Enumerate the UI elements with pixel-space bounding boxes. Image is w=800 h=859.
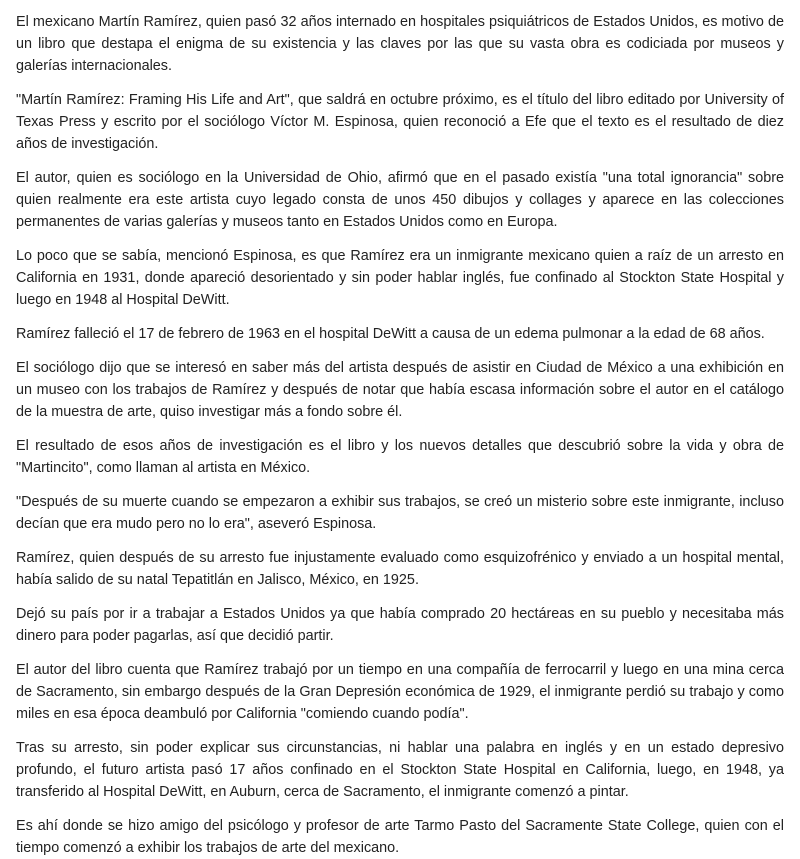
- article-paragraph: Ramírez, quien después de su arresto fue injustamente evaluado como esquizofrénico y enviado a un hospital mental, había salido de su natal Tepatitlán en Jalisco, México, en 1925.: [16, 550, 784, 588]
- article-paragraph: "Martín Ramírez: Framing His Life and Art", que saldrá en octubre próximo, es el título del libro editado por University of Texas Press y escrito por el sociólogo Víctor M. Espinosa, quien reconoció a Efe que el texto es el resultado de diez años de investigación.: [16, 92, 784, 152]
- article-paragraph: Es ahí donde se hizo amigo del psicólogo y profesor de arte Tarmo Pasto del Sacramente State College, quien con el tiempo comenzó a exhibir los trabajos de arte del mexicano.: [16, 818, 784, 856]
- article-paragraph: El mexicano Martín Ramírez, quien pasó 32 años internado en hospitales psiquiátricos de Estados Unidos, es motivo de un libro que destapa el enigma de su existencia y las claves por las que su vasta obra es codiciada por museos y galerías internacionales.: [16, 14, 784, 74]
- article-paragraph: "Después de su muerte cuando se empezaron a exhibir sus trabajos, se creó un misterio sobre este inmigrante, incluso decían que era mudo pero no lo era", aseveró Espinosa.: [16, 494, 784, 532]
- article-paragraph: El sociólogo dijo que se interesó en saber más del artista después de asistir en Ciudad de México a una exhibición en un museo con los trabajos de Ramírez y después de notar que había escasa información sobre el autor en el catálogo de la muestra de arte, quiso investigar más a fondo sobre él.: [16, 360, 784, 420]
- article-paragraph: Tras su arresto, sin poder explicar sus circunstancias, ni hablar una palabra en inglés y en un estado depresivo profundo, el futuro artista pasó 17 años confinado en el Stockton State Hospital en California, luego, en 1948, ya transferido al Hospital DeWitt, en Auburn, cerca de Sacramento, el inmigrante comenzó a pintar.: [16, 740, 784, 800]
- article-paragraph: Lo poco que se sabía, mencionó Espinosa, es que Ramírez era un inmigrante mexicano quien a raíz de un arresto en California en 1931, donde apareció desorientado y sin poder hablar inglés, fue confinado al Stockton State Hospital y luego en 1948 al Hospital DeWitt.: [16, 248, 784, 308]
- article-paragraph: Ramírez falleció el 17 de febrero de 1963 en el hospital DeWitt a causa de un edema pulmonar a la edad de 68 años.: [16, 326, 765, 342]
- article-paragraph: El resultado de esos años de investigación es el libro y los nuevos detalles que descubrió sobre la vida y obra de "Martincito", como llaman al artista en México.: [16, 438, 784, 476]
- article-paragraph: El autor del libro cuenta que Ramírez trabajó por un tiempo en una compañía de ferrocarril y luego en una mina cerca de Sacramento, sin embargo después de la Gran Depresión económica de 1929, el inmigrante perdió su trabajo y como miles en esa época deambuló por California "comiendo cuando podía".: [16, 662, 784, 722]
- article-paragraph: El autor, quien es sociólogo en la Universidad de Ohio, afirmó que en el pasado existía "una total ignorancia" sobre quien realmente era este artista cuyo legado consta de unos 450 dibujos y collages y aparece en las colecciones permanentes de varias galerías y museos tanto en Estados Unidos como en Europa.: [16, 170, 784, 230]
- article-paragraph: Dejó su país por ir a trabajar a Estados Unidos ya que había comprado 20 hectáreas en su pueblo y necesitaba más dinero para poder pagarlas, así que decidió partir.: [16, 606, 784, 644]
